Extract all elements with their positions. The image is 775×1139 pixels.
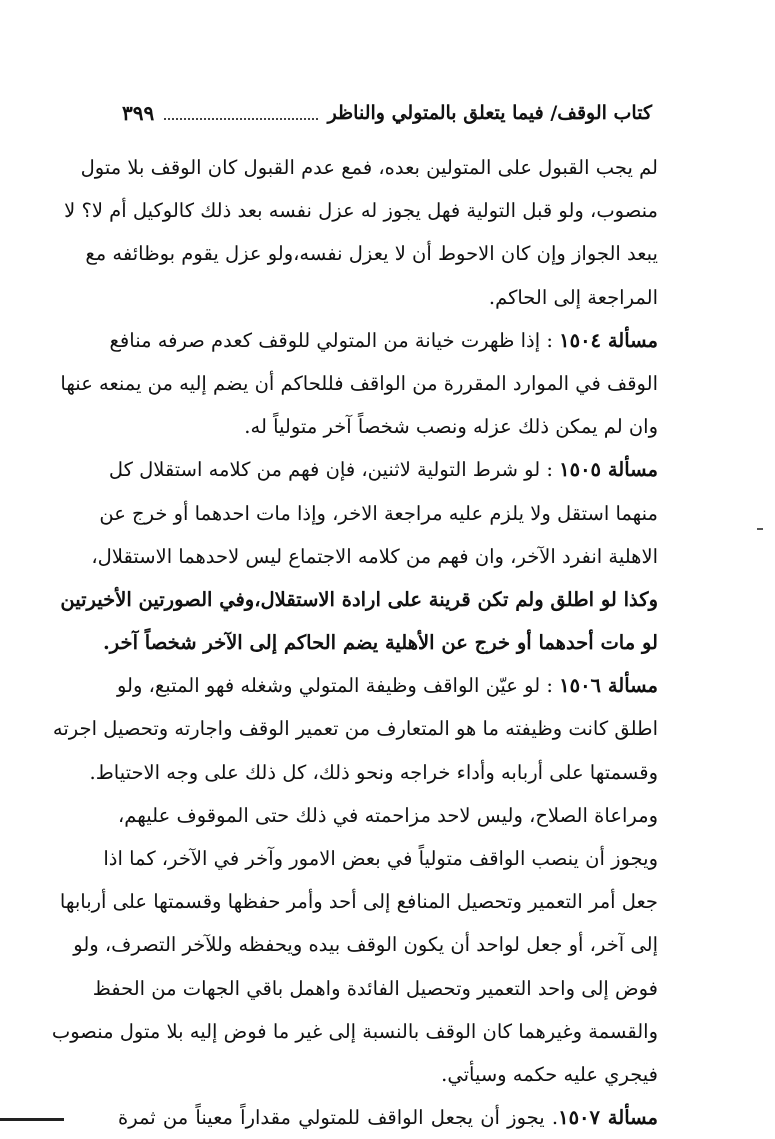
- text-line: [64, 189, 658, 232]
- issue-number: مسألة ١٥٠٧: [558, 1106, 658, 1130]
- leader-dots: [164, 118, 317, 120]
- line-text: والقسمة وغيرهما كان الوقف بالنسبة إلى غير ما فوض إليه بلا متول منصوب: [51, 1019, 658, 1043]
- line-text: ومراعاة الصلاح، وليس لاحد مزاحمته في ذلك حتى الموقوف عليهم،: [118, 803, 658, 827]
- line-text: : لو عيّن الواقف وظيفة المتولي وشغله فهو المتبع، ولو: [116, 674, 560, 698]
- line-text: الاهلية انفرد الآخر، وان فهم من كلامه الاجتماع ليس لاحدهما الاستقلال،: [91, 544, 658, 568]
- line-text: جعل أمر التعمير وتحصيل المنافع إلى أحد وأمر حفظها وقسمتها على أربابها: [59, 890, 658, 914]
- line-text: وان لم يمكن ذلك عزله ونصب شخصاً آخر متولياً له.: [244, 415, 658, 439]
- text-line: [118, 664, 658, 707]
- line-text: المراجعة إلى الحاكم.: [488, 285, 658, 309]
- margin-mark: [757, 528, 763, 530]
- line-text: منهما استقل ولا يلزم عليه مراجعة الاخر، وإذا مات احدهما أو خرج عن: [99, 501, 658, 525]
- text-line: [89, 751, 658, 794]
- issue-number: مسألة ١٥٠٥: [559, 458, 658, 482]
- line-text: لم يجب القبول على المتولين بعده، فمع عدم القبول كان الوقف بلا متول: [80, 156, 658, 179]
- text-line: [59, 880, 658, 923]
- issue-number: مسألة ١٥٠٤: [559, 328, 658, 352]
- line-text: ويجوز أن ينصب الواقف متولياً في بعض الامور وآخر في الآخر، كما اذا: [103, 847, 658, 870]
- running-header: [122, 96, 652, 130]
- page-number: ٣٩٩: [122, 101, 155, 125]
- line-text: منصوب، ولو قبل التولية فهل يجوز له عزل نفسه بعد ذلك كالوكيل أم لا؟ لا: [64, 199, 658, 223]
- text-line: [118, 794, 658, 837]
- line-text: : إذا ظهرت خيانة من المتولي للوقف كعدم صرفه منافع: [109, 328, 560, 352]
- line-text: فيجري عليه حكمه وسيأتي.: [441, 1062, 658, 1086]
- text-line: [92, 967, 658, 1010]
- line-text: وقسمتها على أربابه وأداء خراجه ونحو ذلك، كل ذلك على وجه الاحتياط.: [89, 760, 658, 784]
- text-line: [103, 837, 658, 880]
- text-line: [52, 707, 658, 750]
- text-line: [73, 923, 658, 966]
- text-line: [118, 405, 658, 448]
- line-text: فوض إلى واحد التعمير وتحصيل الفائدة واهمل باقي الجهات من الحفظ: [92, 976, 658, 1000]
- line-text: إلى آخر، أو جعل لواحد أن يكون الوقف بيده ويحفظه وللآخر التصرف، ولو: [73, 933, 658, 957]
- text-line: [51, 1010, 658, 1053]
- line-text: : لو شرط التولية لاثنين، فإن فهم من كلامه استقلال كل: [108, 458, 560, 482]
- page-body: [51, 146, 658, 1139]
- line-text: الوقف في الموارد المقررة من الواقف فللحاكم أن يضم إليه من يمنعه عنها: [60, 371, 658, 395]
- line-text: اطلق كانت وظيفته ما هو المتعارف من تعمير الوقف واجارته وتحصيل اجرته: [52, 717, 658, 741]
- line-text: يبعد الجواز وإن كان الاحوط أن لا يعزل نفسه،ولو عزل يقوم بوظائفه مع: [85, 242, 658, 266]
- text-line: [108, 448, 658, 491]
- text-line: [118, 1053, 658, 1096]
- text-line: [103, 621, 658, 664]
- text-line: [60, 362, 658, 405]
- text-line: [109, 319, 658, 362]
- text-line: [60, 578, 658, 621]
- text-line: [80, 146, 658, 189]
- text-line: [91, 535, 658, 578]
- text-line: [85, 232, 658, 275]
- issue-number: مسألة ١٥٠٦: [559, 674, 658, 698]
- text-line: [99, 492, 658, 535]
- line-text: وكذا لو اطلق ولم تكن قرينة على ارادة الاستقلال،وفي الصورتين الأخيرتين: [60, 587, 658, 611]
- line-text: لو مات أحدهما أو خرج عن الأهلية يضم الحاكم إلى الآخر شخصاً آخر.: [103, 631, 658, 655]
- text-line: [118, 1096, 658, 1139]
- edge-rule: [0, 1118, 64, 1121]
- text-line: [118, 276, 658, 319]
- line-text: . يجوز أن يجعل الواقف للمتولي مقداراً معيناً من ثمرة: [118, 1106, 559, 1130]
- running-title: كتاب الوقف/ فيما يتعلق بالمتولي والناظر: [327, 102, 652, 124]
